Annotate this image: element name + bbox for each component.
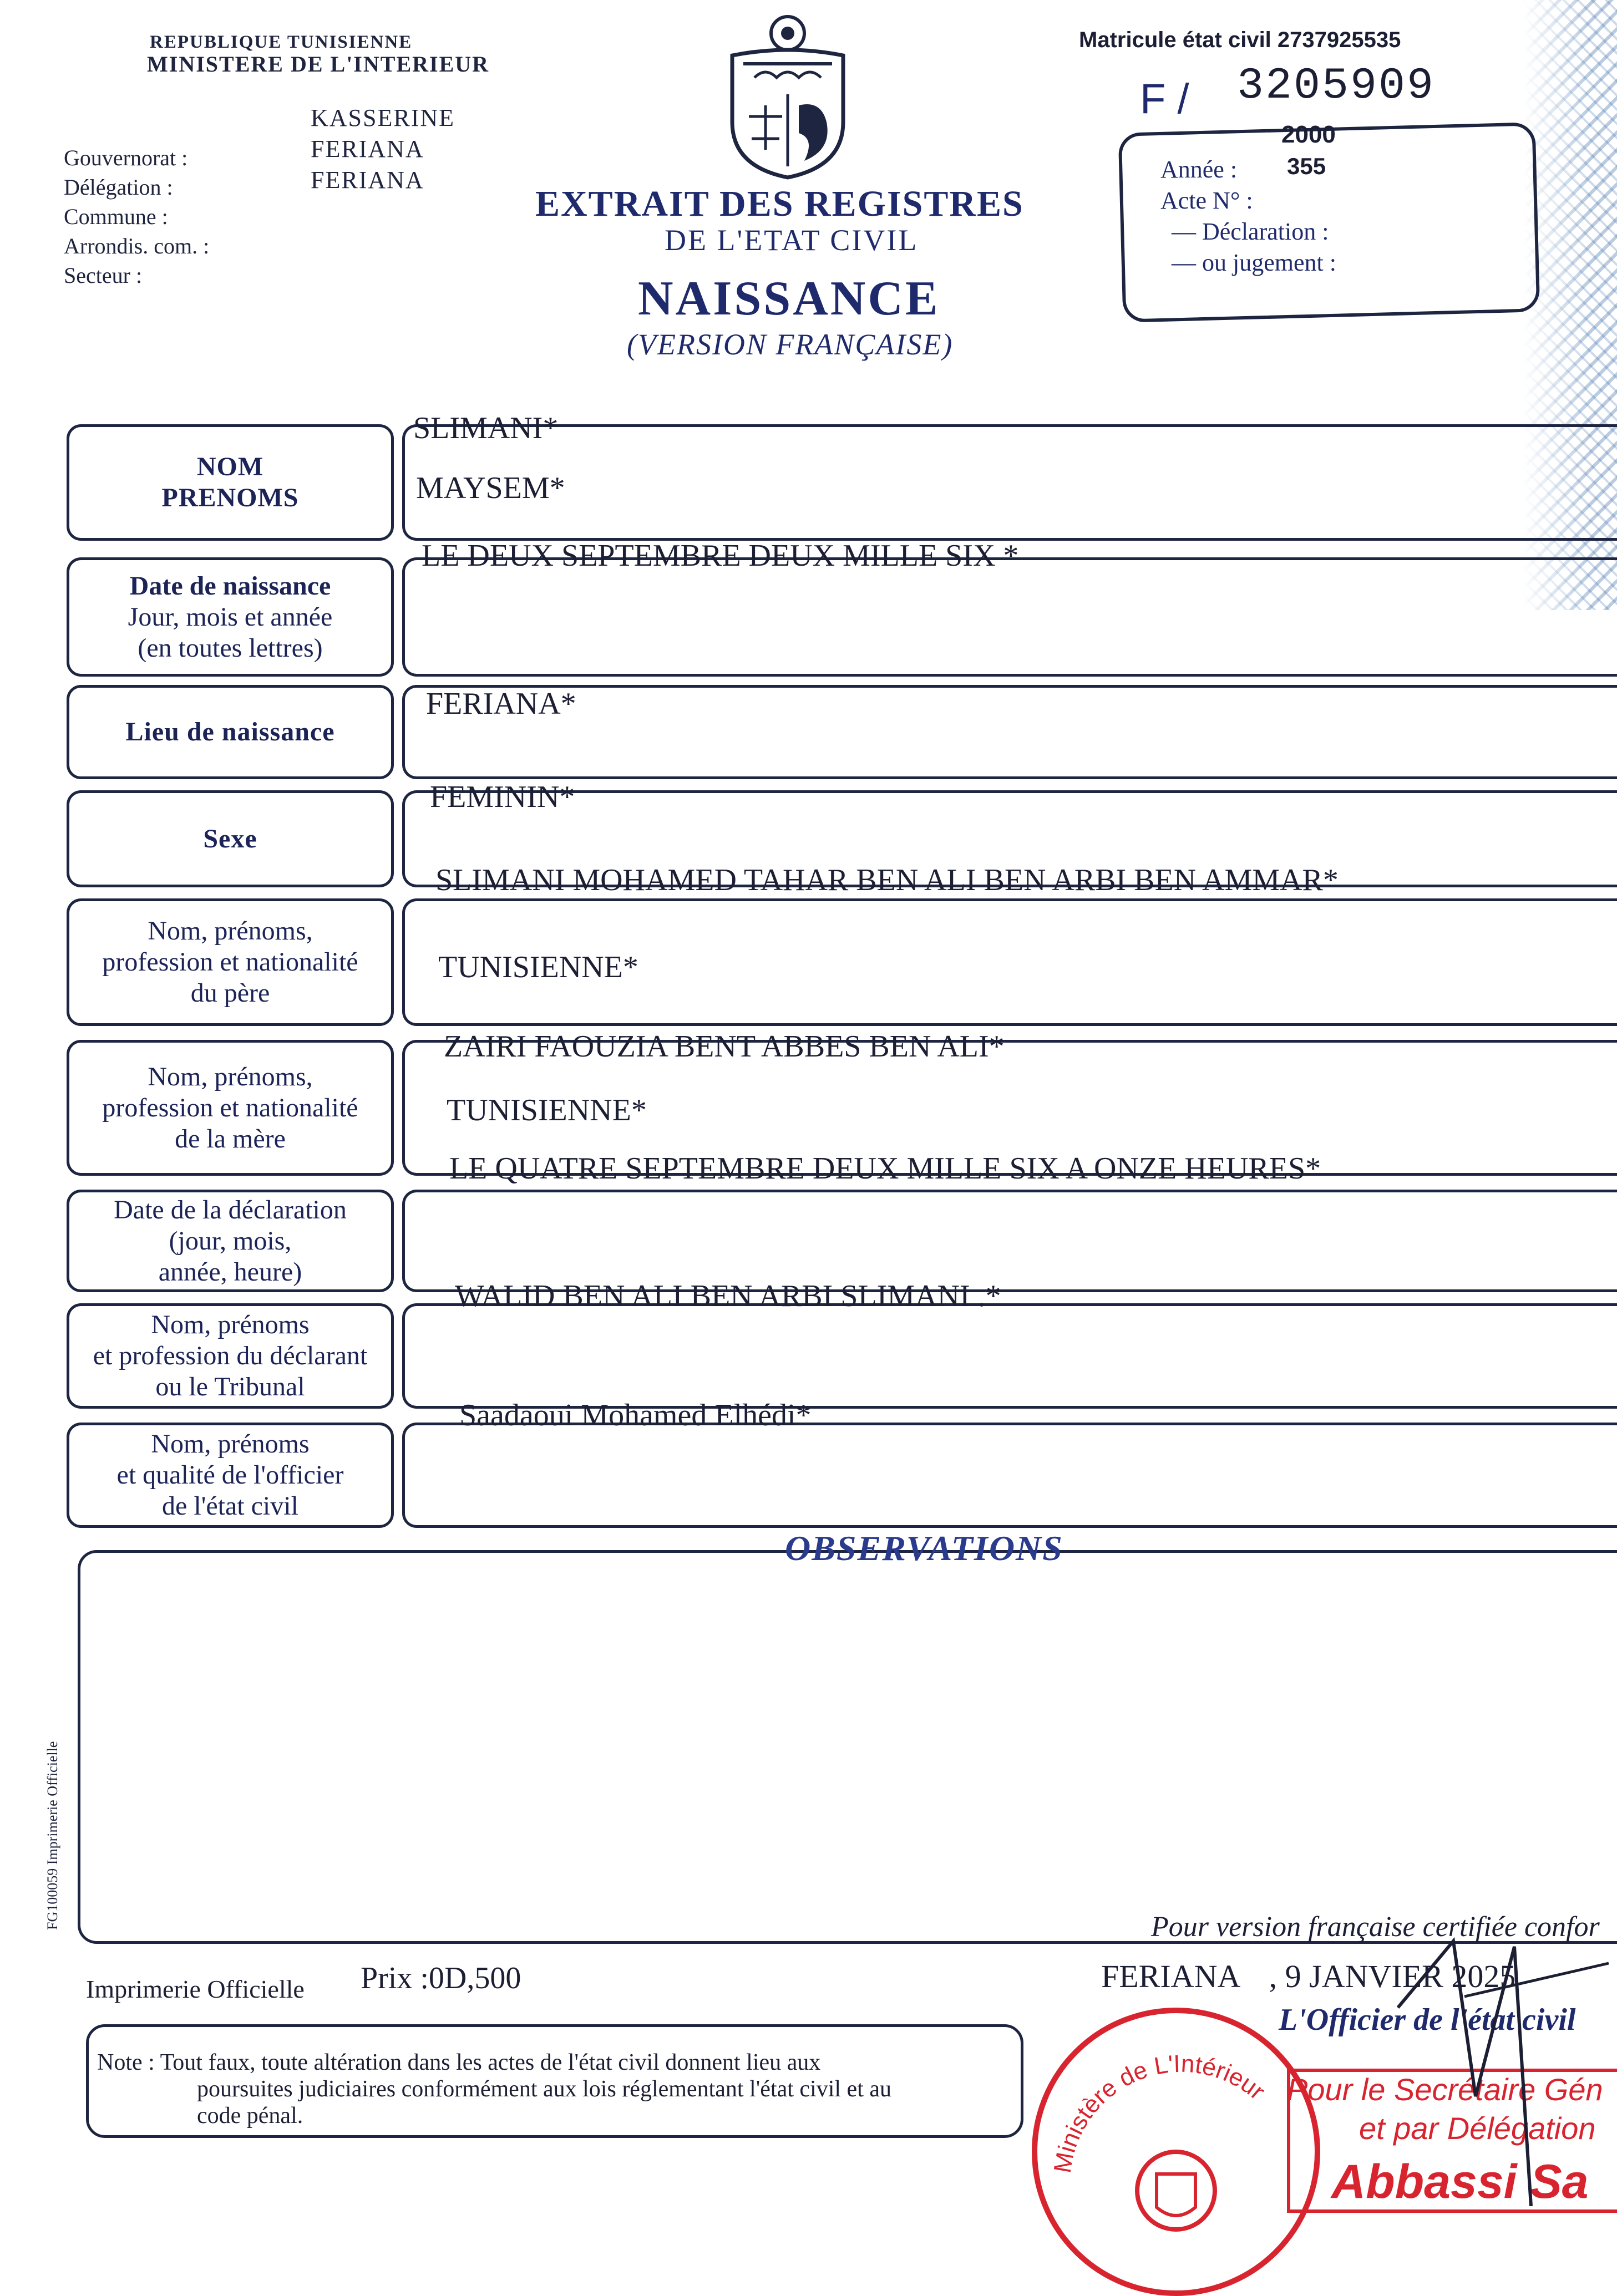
- label-line: de la mère: [175, 1124, 286, 1154]
- row-label: [67, 898, 394, 1026]
- row-label: [67, 557, 394, 677]
- label-line: du père: [190, 978, 270, 1008]
- declaration-label: — Déclaration :: [1172, 218, 1329, 245]
- observations-box: [78, 1550, 1617, 1944]
- label-line: profession et nationalité: [102, 947, 358, 977]
- label-line: NOM: [196, 452, 264, 481]
- row-label: [67, 1190, 394, 1292]
- label-line: Jour, mois et année: [128, 602, 333, 632]
- stamp-line-1: Pour le Secrétaire Gén: [1287, 2072, 1603, 2107]
- annee-label: Année :: [1160, 156, 1238, 183]
- label-line: PRENOMS: [161, 483, 299, 512]
- label-line: ou le Tribunal: [155, 1372, 305, 1401]
- acte-number-label: Acte N° :: [1160, 187, 1253, 214]
- serial-prefix: F /: [1140, 75, 1189, 123]
- value-nom: SLIMANI*: [413, 411, 559, 445]
- row-label: [67, 1423, 394, 1528]
- row-date-declaration: [67, 1190, 1617, 1292]
- row-label: [67, 685, 394, 779]
- row-value-box: [402, 424, 1617, 541]
- stamp-line-3: Abbassi Sa: [1331, 2155, 1589, 2208]
- acte-year-value: 2000: [1281, 121, 1336, 148]
- label-line: et qualité de l'officier: [116, 1460, 344, 1490]
- value-pere-nom: SLIMANI MOHAMED TAHAR BEN ALI BEN ARBI BEN AMMAR*: [435, 863, 1339, 897]
- matricule-label: Matricule état civil: [1079, 28, 1271, 52]
- governorate-value: KASSERINE: [311, 104, 455, 131]
- note-text: [97, 2049, 1023, 2129]
- jugement-label: — ou jugement :: [1172, 249, 1336, 276]
- document-version: (VERSION FRANÇAISE): [627, 328, 954, 361]
- row-officier: [67, 1423, 1617, 1528]
- delegation-label: Délégation :: [64, 175, 173, 200]
- label-line: Nom, prénoms,: [148, 916, 313, 946]
- printer-side-mark: FG100059 Imprimerie Officielle: [44, 1741, 60, 1930]
- observations-title: OBSERVATIONS: [785, 1528, 1063, 1568]
- row-label: [67, 790, 394, 887]
- value-pere-nationalite: TUNISIENNE*: [438, 950, 638, 984]
- secteur-label: Secteur :: [64, 263, 143, 288]
- note-line-2: poursuites judiciaires conformément aux lois réglementant l'état civil et au: [197, 2076, 892, 2102]
- label-line: Date de la déclaration: [114, 1195, 347, 1225]
- label-line: Lieu de naissance: [125, 717, 335, 746]
- date-value: , 9 JANVIER 2025: [1269, 1958, 1516, 1994]
- price-label: Prix :0D,500: [361, 1961, 521, 1995]
- republic-heading: REPUBLIQUE TUNISIENNE: [150, 32, 413, 52]
- ministry-stamp-text: [1032, 2008, 1320, 2296]
- label-line: (jour, mois,: [169, 1226, 292, 1256]
- officer-title: L'Officier de l'état civil: [1279, 2003, 1576, 2037]
- row-value-box: [402, 1303, 1617, 1409]
- note-label: Note :: [97, 2050, 155, 2075]
- delegation-value: FERIANA: [311, 135, 424, 162]
- row-value-box: [402, 685, 1617, 779]
- signature: [1387, 1930, 1617, 2206]
- commune-value: FERIANA: [311, 166, 424, 194]
- label-line: Nom, prénoms: [151, 1310, 310, 1339]
- governorate-label: Gouvernorat :: [64, 145, 188, 170]
- value-mere-nom: ZAIRI FAOUZIA BENT ABBES BEN ALI*: [444, 1029, 1005, 1064]
- row-value-box: [402, 1190, 1617, 1292]
- value-prenoms: MAYSEM*: [416, 471, 565, 505]
- acte-number-value: 355: [1287, 153, 1326, 179]
- label-line: Nom, prénoms: [151, 1429, 310, 1459]
- row-date-naissance: [67, 557, 1617, 677]
- admin-values: [311, 103, 455, 196]
- row-label: [67, 1040, 394, 1176]
- arrondissement-label: Arrondis. com. :: [64, 233, 210, 258]
- value-mere-nationalite: TUNISIENNE*: [447, 1093, 647, 1127]
- row-lieu-naissance: [67, 685, 1617, 779]
- document-title: EXTRAIT DES REGISTRES: [535, 184, 1024, 224]
- matricule: [1079, 28, 1401, 53]
- label-line: Date de naissance: [129, 571, 331, 601]
- label-line: année, heure): [158, 1257, 302, 1287]
- place-value: FERIANA: [1101, 1958, 1239, 1994]
- label-line: Sexe: [203, 824, 257, 854]
- row-label: [67, 1303, 394, 1409]
- admin-labels: [64, 143, 209, 290]
- row-pere: [67, 898, 1617, 1026]
- commune-label: Commune :: [64, 204, 168, 229]
- row-value-box: [402, 1423, 1617, 1528]
- label-line: (en toutes lettres): [138, 633, 323, 663]
- row-label: [67, 424, 394, 541]
- row-nom-prenoms: [67, 424, 1617, 541]
- label-line: profession et nationalité: [102, 1093, 358, 1122]
- stamp-arc-text: Ministère de L'Intérieur: [1048, 2050, 1270, 2175]
- document-type: NAISSANCE: [638, 272, 940, 326]
- note-line-3: code pénal.: [197, 2103, 303, 2129]
- row-value-box: [402, 557, 1617, 677]
- document-subtitle: DE L'ETAT CIVIL: [665, 223, 919, 257]
- value-officier: Saadaoui Mohamed Elhédi*: [459, 1398, 812, 1433]
- certification-text: Pour version française certifiée confor: [1151, 1911, 1600, 1943]
- value-date-declaration: LE QUATRE SEPTEMBRE DEUX MILLE SIX A ONZE HEURES*: [449, 1151, 1321, 1186]
- printer-label: Imprimerie Officielle: [86, 1975, 305, 2003]
- value-sexe: FEMININ*: [430, 780, 575, 814]
- value-lieu-naissance: FERIANA*: [426, 687, 576, 721]
- serial-number: 3205909: [1237, 61, 1436, 111]
- label-line: Nom, prénoms,: [148, 1061, 313, 1091]
- ministry-heading: MINISTERE DE L'INTERIEUR: [147, 52, 490, 77]
- note-line-1: Tout faux, toute altération dans les actes de l'état civil donnent lieu aux: [160, 2050, 821, 2075]
- matricule-value: 2737925535: [1277, 28, 1401, 52]
- coat-of-arms-icon: [721, 11, 854, 183]
- label-line: de l'état civil: [162, 1491, 298, 1521]
- label-line: et profession du déclarant: [93, 1341, 368, 1370]
- stamp-line-2: et par Délégation: [1359, 2111, 1596, 2146]
- row-declarant: [67, 1303, 1617, 1409]
- value-declarant: WALID BEN ALI BEN ARBI SLIMANI .*: [455, 1279, 1001, 1313]
- value-date-naissance: LE DEUX SEPTEMBRE DEUX MILLE SIX *: [422, 539, 1019, 573]
